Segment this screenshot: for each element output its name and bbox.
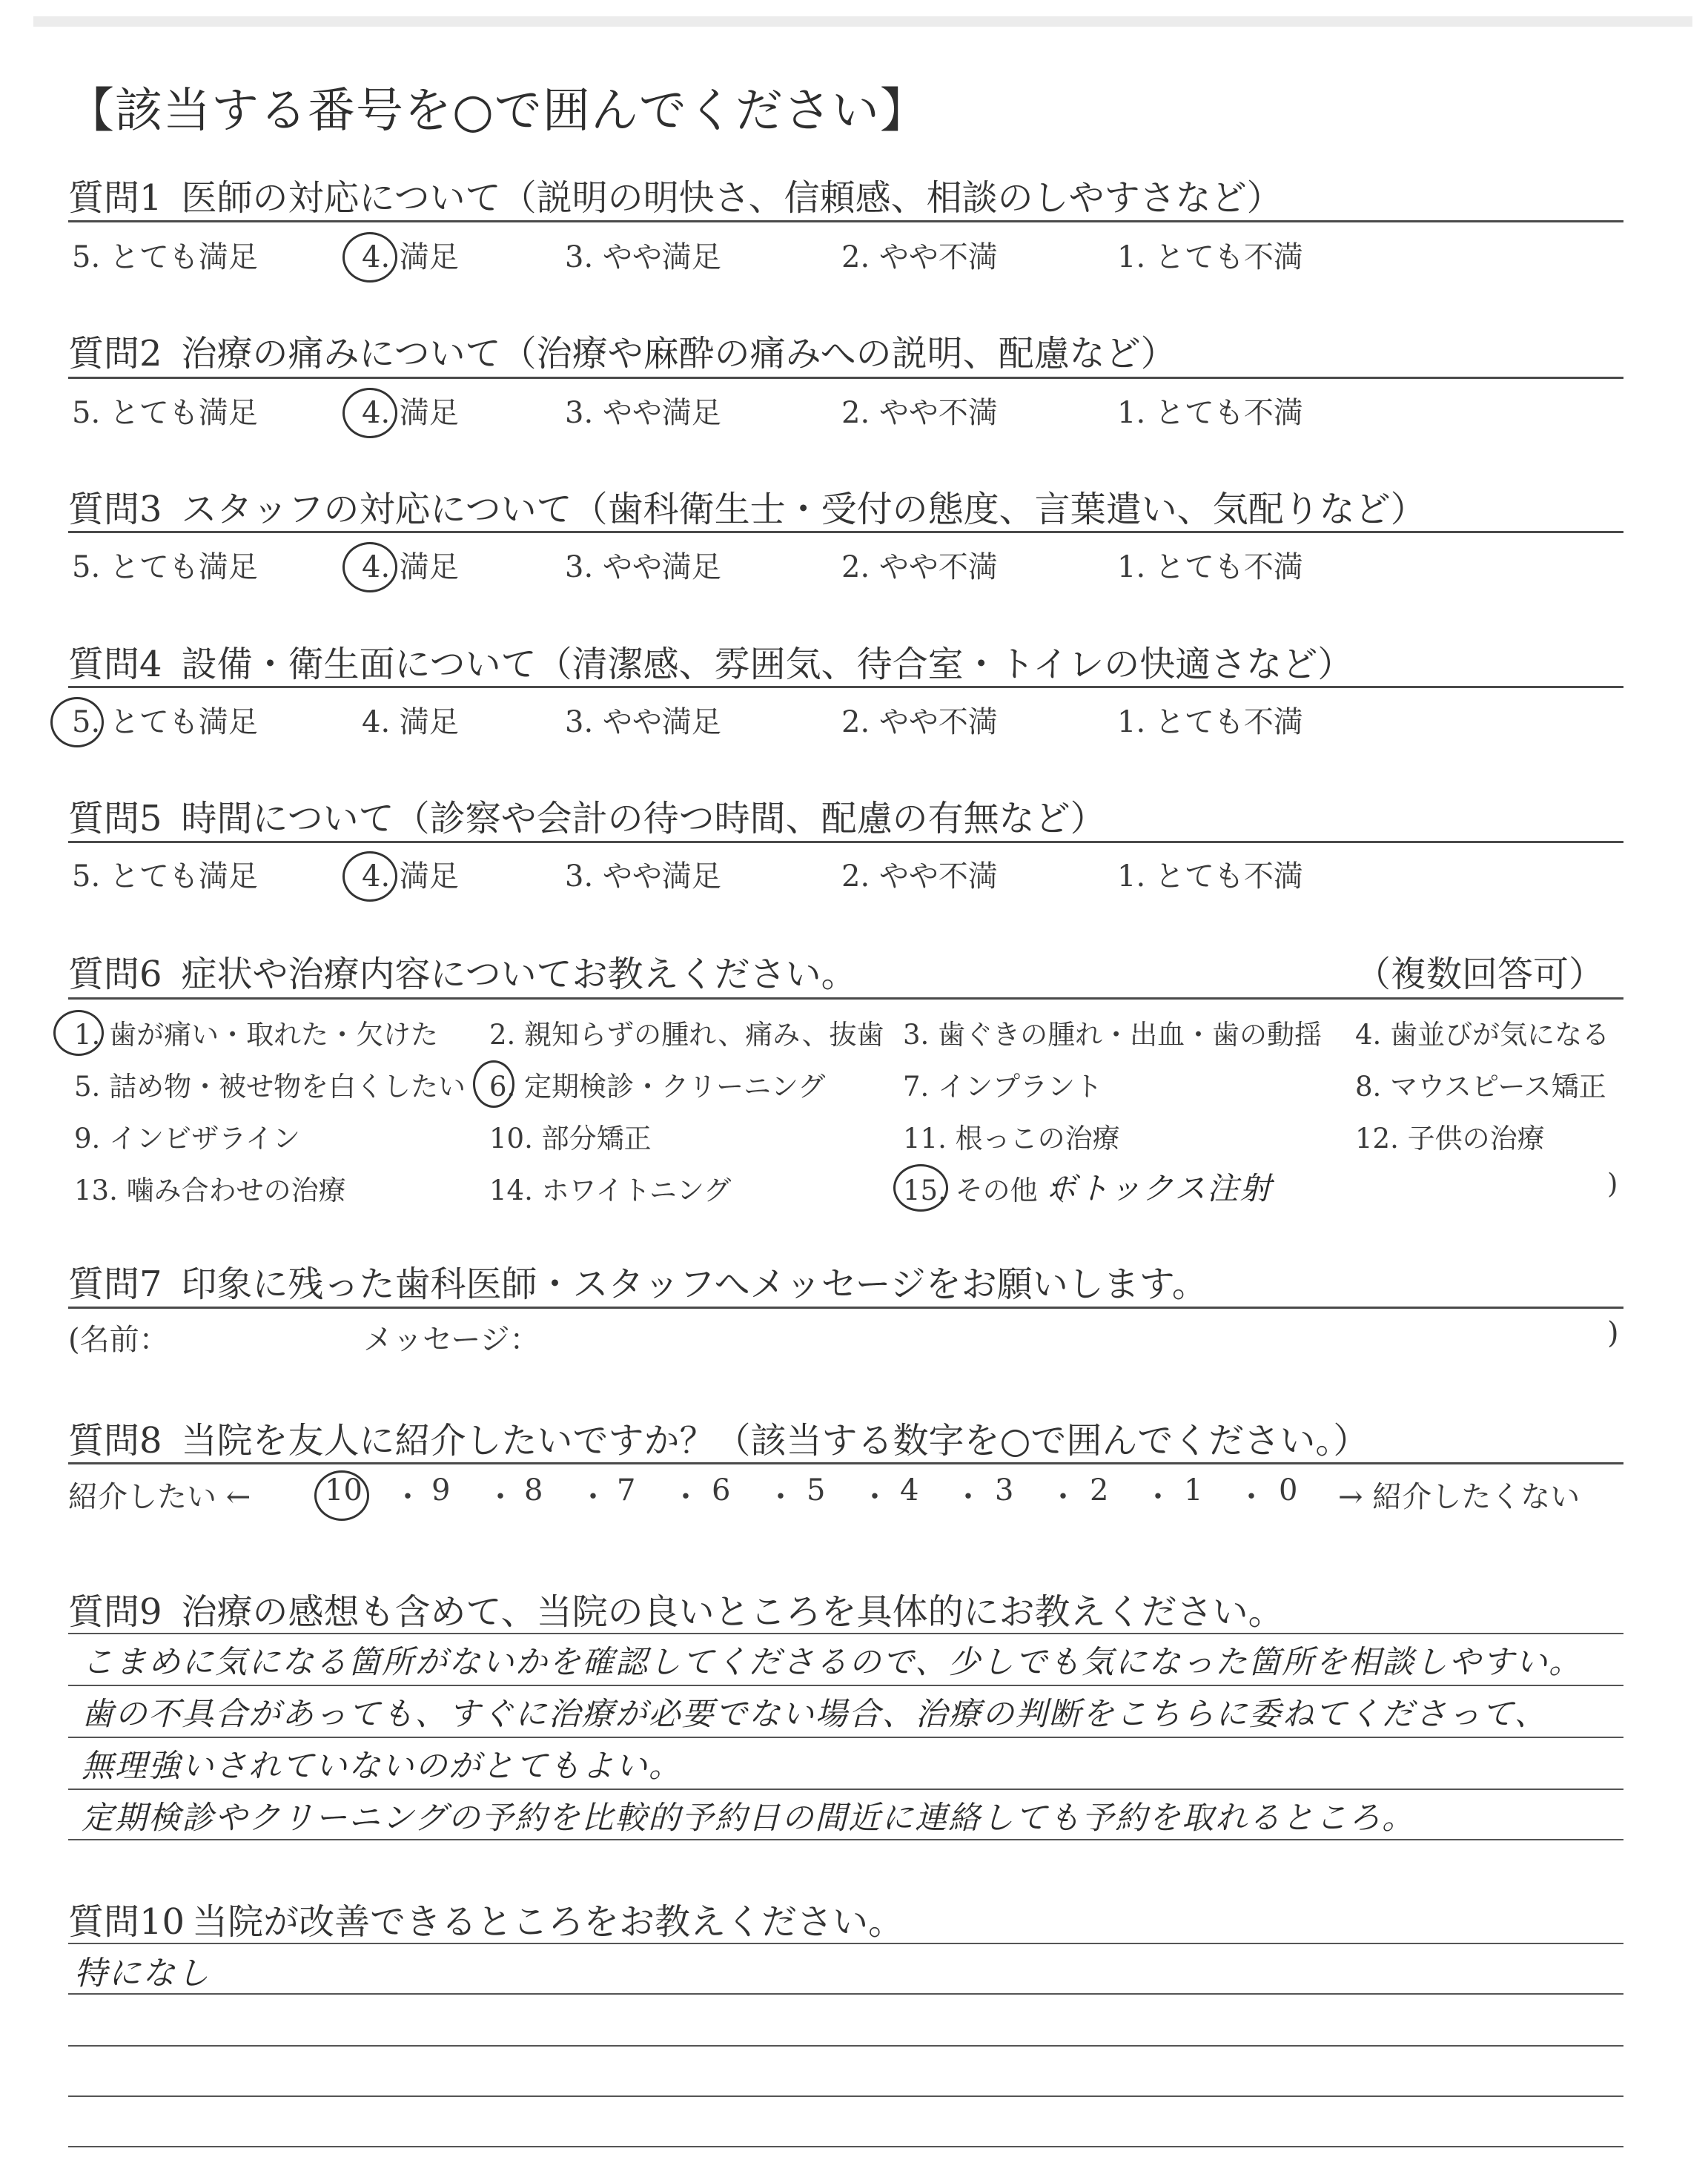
q2-option-3[interactable]: 3. やや満足	[565, 396, 721, 430]
q5-option-4[interactable]: 4. 満足	[362, 859, 459, 894]
question-8-text: 当院を友人に紹介したいですか？（該当する数字を○で囲んでください。）	[181, 1420, 1369, 1462]
q6-option-6[interactable]: 6. 定期検診・クリーニング	[489, 1071, 826, 1103]
q8-scale-4[interactable]: 4	[900, 1473, 919, 1507]
question-4-number: 質問4	[68, 644, 162, 685]
q6-selection-circle-15	[893, 1164, 948, 1212]
q9-answer-line-3[interactable]: 無理強いされていないのがとてもよい。	[82, 1748, 682, 1785]
question-2-number: 質問2	[68, 333, 162, 374]
q2-selection-circle	[342, 388, 397, 438]
q1-option-5[interactable]: 5. とても満足	[72, 240, 258, 274]
q9-answer-line	[68, 1789, 1623, 1790]
q6-option-10[interactable]: 10. 部分矯正	[489, 1123, 652, 1155]
q3-option-5[interactable]: 5. とても満足	[72, 550, 258, 584]
question-2-heading	[68, 325, 1176, 376]
q9-answer-line-4[interactable]: 定期検診やクリーニングの予約を比較的予約日の間近に連絡しても予約を取れるところ。	[82, 1800, 1416, 1837]
q9-answer-line	[68, 1839, 1623, 1840]
question-4-heading	[68, 635, 1353, 687]
q5-option-2[interactable]: 2. やや不満	[841, 859, 998, 894]
q7-name-label: (名前：	[68, 1323, 169, 1357]
q7-close: )	[1607, 1316, 1619, 1350]
q4-option-4[interactable]: 4. 満足	[362, 705, 459, 739]
q8-scale-8[interactable]: 8	[524, 1473, 543, 1507]
q8-selection-circle	[314, 1470, 369, 1521]
question-4-text: 設備・衛生面について（清潔感、雰囲気、待合室・トイレの快適さなど）	[181, 644, 1354, 685]
q8-scale-sep: ・	[486, 1480, 515, 1514]
question-10-text: 当院が改善できるところをお教えください。	[192, 1901, 904, 1943]
q8-scale-1[interactable]: 1	[1184, 1473, 1203, 1507]
question-6-heading	[68, 945, 857, 997]
q3-selection-circle	[342, 542, 397, 592]
q8-scale-10[interactable]: 10	[325, 1473, 363, 1507]
q10-answer-line	[68, 2045, 1623, 2047]
question-6-number: 質問6	[68, 954, 162, 995]
q8-scale-sep: ・	[766, 1480, 795, 1514]
question-2-rule	[68, 377, 1623, 379]
q6-option-5[interactable]: 5. 詰め物・被せ物を白くしたい	[74, 1071, 466, 1103]
question-3-rule	[68, 531, 1623, 533]
q6-option-1[interactable]: 1. 歯が痛い・取れた・欠けた	[74, 1019, 439, 1051]
q4-selection-circle	[50, 697, 104, 747]
q6-option-8[interactable]: 8. マウスピース矯正	[1355, 1071, 1606, 1103]
q4-option-2[interactable]: 2. やや不満	[841, 705, 998, 739]
q8-scale-sep: ・	[671, 1480, 701, 1514]
q3-option-1[interactable]: 1. とても不満	[1117, 550, 1303, 584]
q3-option-4[interactable]: 4. 満足	[362, 550, 459, 584]
question-10-number: 質問10	[68, 1901, 185, 1943]
question-5-heading	[68, 790, 1106, 841]
question-1-text: 医師の対応について（説明の明快さ、信頼感、相談のしやすさなど）	[181, 177, 1282, 219]
q6-option-13[interactable]: 13. 噛み合わせの治療	[74, 1175, 346, 1206]
q3-option-3[interactable]: 3. やや満足	[565, 550, 721, 584]
question-10-heading	[68, 1893, 904, 1944]
question-7-text: 印象に残った歯科医師・スタッフへメッセージをお願いします。	[181, 1264, 1208, 1305]
q10-answer-line	[68, 1993, 1623, 1995]
q2-option-5[interactable]: 5. とても満足	[72, 396, 258, 430]
q6-other-answer[interactable]: ボトックス注射	[1045, 1170, 1273, 1206]
q10-answer-line	[68, 1943, 1623, 1944]
q6-option-7[interactable]: 7. インプラント	[903, 1071, 1103, 1103]
q7-message-field[interactable]	[534, 1316, 1594, 1353]
q8-scale-2[interactable]: 2	[1090, 1473, 1109, 1507]
q8-scale-7[interactable]: 7	[617, 1473, 636, 1507]
question-8-rule	[68, 1462, 1623, 1464]
question-5-text: 時間について（診察や会計の待つ時間、配慮の有無など）	[181, 798, 1106, 839]
question-4-rule	[68, 686, 1623, 688]
q9-answer-line	[68, 1633, 1623, 1634]
q8-right-label: → 紹介したくない	[1338, 1480, 1580, 1514]
q9-answer-line-2[interactable]: 歯の不具合があっても、すぐに治療が必要でない場合、治療の判断をこちらに委ねてくださって、	[82, 1696, 1548, 1733]
q10-answer[interactable]: 特になし	[74, 1955, 211, 1992]
q9-answer-line	[68, 1685, 1623, 1686]
question-6-rule	[68, 997, 1623, 1000]
question-5-number: 質問5	[68, 798, 162, 839]
q9-answer-line-1[interactable]: こまめに気になる箇所がないかを確認してくださるので、少しでも気になった箇所を相談しやすい。	[82, 1644, 1583, 1681]
q8-scale-sep: ・	[1143, 1480, 1173, 1514]
q3-option-2[interactable]: 2. やや不満	[841, 550, 998, 584]
q5-option-1[interactable]: 1. とても不満	[1117, 859, 1303, 894]
q7-message-label: メッセージ：	[363, 1323, 540, 1357]
question-1-number: 質問1	[68, 177, 162, 219]
q6-option-2[interactable]: 2. 親知らずの腫れ、痛み、抜歯	[489, 1019, 884, 1051]
question-8-heading	[68, 1412, 1368, 1463]
q1-option-2[interactable]: 2. やや不満	[841, 240, 998, 274]
q8-scale-sep: ・	[578, 1480, 608, 1514]
q4-option-5[interactable]: 5. とても満足	[72, 705, 258, 739]
q6-option-14[interactable]: 14. ホワイトニング	[489, 1175, 732, 1206]
q2-option-4[interactable]: 4. 満足	[362, 396, 459, 430]
question-9-number: 質問9	[68, 1591, 162, 1633]
question-8-number: 質問8	[68, 1420, 162, 1462]
question-2-text: 治療の痛みについて（治療や麻酔の痛みへの説明、配慮など）	[181, 333, 1176, 374]
q6-option-3[interactable]: 3. 歯ぐきの腫れ・出血・歯の動揺	[903, 1019, 1323, 1051]
q5-option-5[interactable]: 5. とても満足	[72, 859, 258, 894]
q5-selection-circle	[342, 851, 397, 902]
question-6-note: （複数回答可）	[1355, 954, 1605, 995]
question-5-rule	[68, 841, 1623, 843]
q6-selection-circle-6	[473, 1060, 514, 1108]
q8-scale-3[interactable]: 3	[995, 1473, 1014, 1507]
q1-option-1[interactable]: 1. とても不満	[1117, 240, 1303, 274]
form-title: 【該当する番号を○で囲んでください】	[67, 84, 928, 139]
q1-option-3[interactable]: 3. やや満足	[565, 240, 721, 274]
question-1-rule	[68, 220, 1623, 222]
q6-other-close: )	[1607, 1168, 1618, 1200]
question-1-heading	[68, 169, 1282, 220]
scan-top-edge	[33, 16, 1692, 27]
q8-scale-5[interactable]: 5	[807, 1473, 826, 1507]
question-6-text: 症状や治療内容についてお教えください。	[181, 954, 857, 995]
q5-option-3[interactable]: 3. やや満足	[565, 859, 721, 894]
q6-option-11[interactable]: 11. 根っこの治療	[903, 1123, 1120, 1155]
question-3-text: スタッフの対応について（歯科衛生士・受付の態度、言葉遣い、気配りなど）	[181, 489, 1426, 530]
q6-option-15[interactable]: 15. その他（	[903, 1175, 1065, 1206]
q6-option-4[interactable]: 4. 歯並びが気になる	[1355, 1019, 1610, 1051]
q9-answer-line	[68, 1737, 1623, 1738]
question-7-heading	[68, 1255, 1208, 1307]
question-3-heading	[68, 480, 1426, 532]
q10-answer-line	[68, 2146, 1623, 2147]
q2-option-2[interactable]: 2. やや不満	[841, 396, 998, 430]
q6-option-12[interactable]: 12. 子供の治療	[1355, 1123, 1545, 1155]
q6-selection-circle-1	[53, 1010, 104, 1056]
q8-scale-6[interactable]: 6	[712, 1473, 731, 1507]
question-7-rule	[68, 1307, 1623, 1309]
q4-option-3[interactable]: 3. やや満足	[565, 705, 721, 739]
q8-scale-9[interactable]: 9	[431, 1473, 451, 1507]
q8-scale-0[interactable]: 0	[1279, 1473, 1298, 1507]
q6-option-9[interactable]: 9. インビザライン	[74, 1123, 300, 1155]
q1-selection-circle	[342, 232, 397, 283]
q4-option-1[interactable]: 1. とても不満	[1117, 705, 1303, 739]
question-9-heading	[68, 1583, 1284, 1634]
question-3-number: 質問3	[68, 489, 162, 530]
q8-scale-sep: ・	[393, 1480, 423, 1514]
question-7-number: 質問7	[68, 1264, 162, 1305]
question-9-text: 治療の感想も含めて、当院の良いところを具体的にお教えください。	[181, 1591, 1284, 1633]
q8-scale-sep: ・	[953, 1480, 983, 1514]
q8-left-label: 紹介したい ←	[68, 1480, 251, 1514]
q10-answer-line	[68, 2095, 1623, 2097]
q2-option-1[interactable]: 1. とても不満	[1117, 396, 1303, 430]
q8-scale-sep: ・	[860, 1480, 890, 1514]
q8-scale-sep: ・	[1048, 1480, 1078, 1514]
q1-option-4[interactable]: 4. 満足	[362, 240, 459, 274]
q8-scale-sep: ・	[1237, 1480, 1266, 1514]
